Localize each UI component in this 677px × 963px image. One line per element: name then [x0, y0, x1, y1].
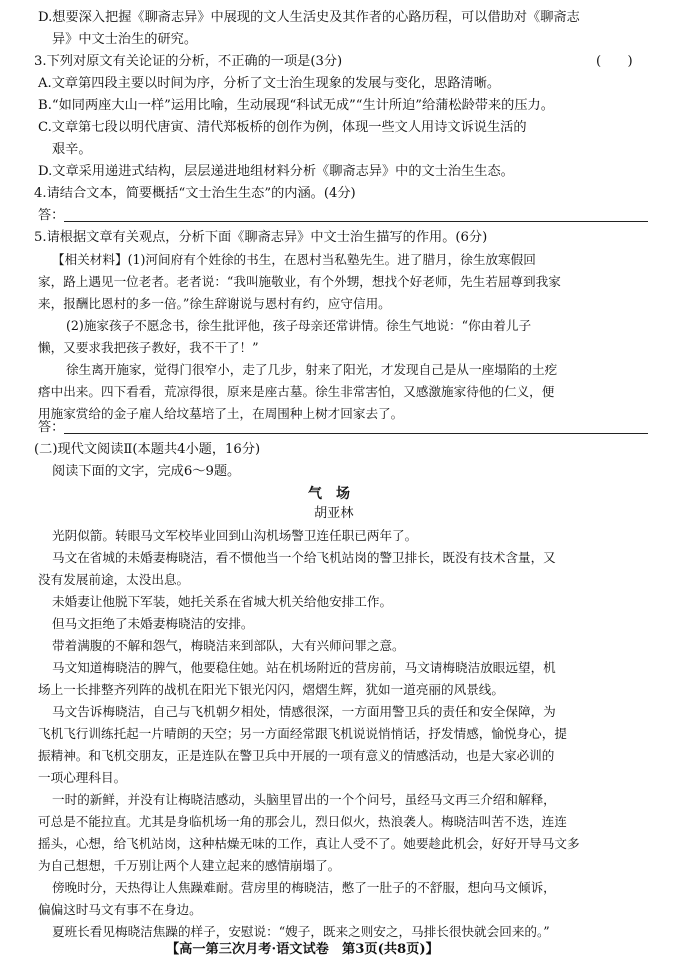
material-line-4: (2)施家孩子不愿念书，徐生批评他，孩子母亲还常讲情。徐生气地说：“你由着儿子	[66, 318, 532, 333]
article-para-5: 带着满腹的不解和怨气，梅晓洁来到部队，大有兴师问罪之意。	[52, 638, 405, 653]
material-line-8: 用施家赏给的金子雇人给坟墓培了土，在周围种上树才回家去了。	[38, 406, 404, 421]
material-line-3: 来，报酬比恩村的多一倍。”徐生辞谢说与恩村有约，应守信用。	[38, 296, 391, 311]
answer-label-q5: 答：	[38, 420, 65, 435]
article-para-7-line-3: 振精神。和飞机交朋友，正是连队在警卫兵中开展的一项有意义的情感活动，也是大家必训的	[38, 748, 555, 763]
question-3-stem: 3.下列对原文有关论证的分析，不正确的一项是(3分)	[34, 54, 343, 69]
material-line-6: 徐生离开施家，觉得门很窄小，走了几步，射来了阳光，才发现自己是从一座塌陷的土疙	[66, 362, 558, 377]
answer-line-q4[interactable]	[64, 221, 648, 222]
article-para-8-line-4: 为自己想想，千万别让两个人建立起来的感情崩塌了。	[38, 858, 341, 873]
article-para-3: 未婚妻让他脱下军装，她托关系在省城大机关给他安排工作。	[52, 594, 393, 609]
option-d: D.文章采用递进式结构，层层递进地组材料分析《聊斋志异》中的文士治生生态。	[38, 164, 514, 179]
option-b: B.“如同两座大山一样”运用比喻，生动展现“科试无成”“生计所迫”给蒲松龄带来的压力。	[38, 98, 554, 113]
article-para-10: 夏班长看见梅晓洁焦躁的样子，安慰说：“嫂子，既来之则安之，马排长很快就会回来的。”	[52, 924, 550, 939]
material-line-5: 懒，又要求我把孩子教好，我不干了！”	[38, 340, 259, 355]
article-para-7-line-4: 一项心理科目。	[38, 770, 127, 785]
option-a: A.文章第四段主要以时间为序，分析了文士治生现象的发展与变化，思路清晰。	[38, 76, 501, 91]
article-para-1: 光阴似箭。转眼马文军校毕业回到山沟机场警卫连任职已两年了。	[52, 528, 418, 543]
article-para-8-line-2: 可总是不能拉直。尤其是身临机场一角的那会儿，烈日似火，热浪袭人。梅晓洁叫苦不迭，连连	[38, 814, 567, 829]
option-c-line-1: C.文章第七段以明代唐寅、清代郑板桥的创作为例，体现一些文人用诗文诉说生活的	[38, 120, 527, 135]
reading-instruction: 阅读下面的文字，完成6～9题。	[52, 464, 241, 479]
article-para-4: 但马文拒绝了未婚妻梅晓洁的安排。	[52, 616, 254, 631]
article-para-9-line-1: 傍晚时分，天热得让人焦躁难耐。营房里的梅晓洁，憋了一肚子的不舒服，想向马文倾诉，	[52, 880, 556, 895]
answer-parentheses: ( )	[596, 54, 633, 69]
material-line-2: 家，路上遇见一位老者。老者说：“我叫施敬业，有个外甥，想找个好老师，先生若屈尊到我家	[38, 274, 561, 289]
article-para-7-line-2: 飞机飞行训练托起一片晴朗的天空；另一方面经常跟飞机说说悄悄话，抒发情感，愉悦身心，提	[38, 726, 567, 741]
question-5-stem: 5.请根据文章有关观点，分析下面《聊斋志异》中文士治生描写的作用。(6分)	[34, 230, 488, 245]
article-para-2-line-2: 没有发展前途，太没出息。	[38, 572, 190, 587]
answer-line-q5[interactable]	[64, 433, 648, 434]
answer-label-q4: 答：	[38, 208, 65, 223]
option-c-line-2: 艰辛。	[52, 142, 92, 157]
material-line-7: 瘩中出来。四下看看，荒凉得很，原来是座古墓。徐生非常害怕，又感激施家待他的仁义，便	[38, 384, 555, 399]
article-para-9-line-2: 偏偏这时马文有事不在身边。	[38, 902, 202, 917]
page-footer: 【高一第三次月考·语文试卷 第3页(共8页)】	[166, 942, 439, 957]
option-d-line-1: D.想要深入把握《聊斋志异》中展现的文人生活史及其作者的心路历程，可以借助对《聊斋志	[38, 10, 580, 25]
article-para-2-line-1: 马文在省城的未婚妻梅晓洁，看不惯他当一个给飞机站岗的警卫排长，既没有技术含量，又	[52, 550, 556, 565]
material-line-1: 【相关材料】(1)河间府有个姓徐的书生，在恩村当私塾先生。进了腊月，徐生放寒假回	[52, 252, 536, 267]
option-d-line-2: 异》中文士治生的研究。	[52, 32, 198, 47]
section-heading: (二)现代文阅读Ⅱ(本题共4小题，16分)	[34, 442, 261, 457]
article-para-6-line-2: 场上一长排整齐列阵的战机在阳光下银光闪闪，熠熠生辉，犹如一道亮丽的风景线。	[38, 682, 504, 697]
question-4-stem: 4.请结合文本，简要概括“文士治生生态”的内涵。(4分)	[34, 186, 356, 201]
article-author: 胡亚林	[314, 506, 354, 521]
article-para-7-line-1: 马文告诉梅晓洁，自己与飞机朝夕相处，情感很深，一方面用警卫兵的责任和安全保障，为	[52, 704, 556, 719]
article-para-8-line-1: 一时的新鲜，并没有让梅晓洁感动，头脑里冒出的一个个问号，虽经马文再三介绍和解释，	[52, 792, 556, 807]
article-para-6-line-1: 马文知道梅晓洁的脾气，他要稳住她。站在机场附近的营房前，马文请梅晓洁放眼远望，机	[52, 660, 556, 675]
article-title: 气 场	[308, 486, 350, 502]
article-para-8-line-3: 摇头，心想，给飞机站岗，这种枯燥无味的工作，真让人受不了。她要趁此机会，好好开导马文多	[38, 836, 580, 851]
